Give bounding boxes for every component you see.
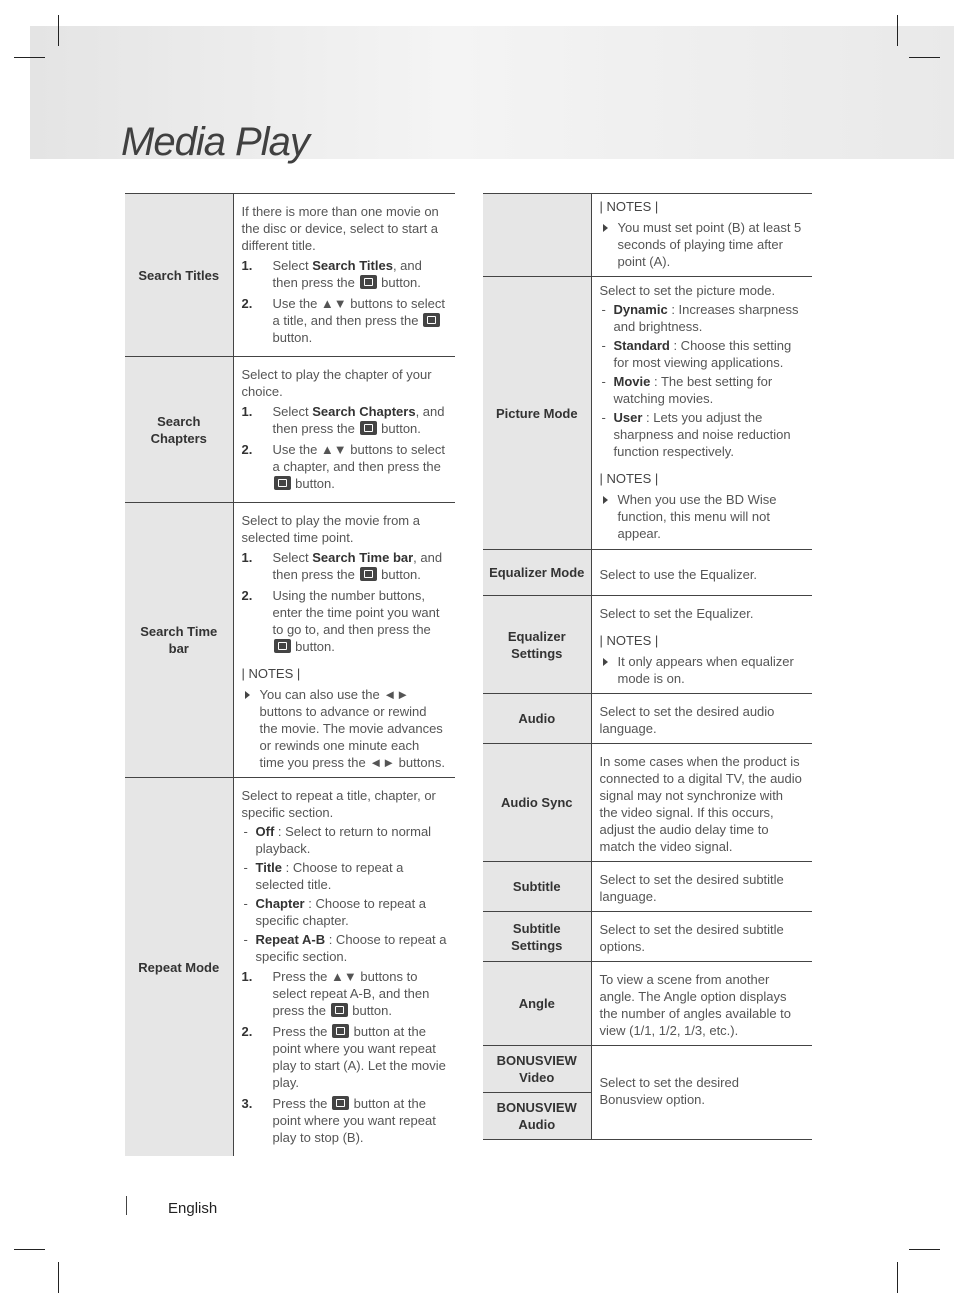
enter-button-icon xyxy=(332,1024,349,1038)
search-titles-steps xyxy=(242,257,448,346)
notes-heading: | NOTES | xyxy=(599,633,659,648)
row-picture-mode xyxy=(483,277,812,550)
enter-button-icon xyxy=(274,476,291,490)
step: 2. Use the ▲▼ buttons to select a chapter, and then press the button. xyxy=(241,442,445,491)
enter-button-icon xyxy=(423,313,440,327)
row-bonusview-video xyxy=(483,1046,812,1093)
option-item: - Chapter : Choose to repeat a specific chapter. xyxy=(242,895,448,929)
desc-search-time-bar xyxy=(233,503,455,778)
repeat-mode-intro: Select to repeat a title, chapter, or specific section. xyxy=(241,788,436,820)
right-settings-table xyxy=(483,193,812,1140)
search-titles-intro: If there is more than one movie on the disc or device, select to start a different title. xyxy=(241,204,439,253)
step: 2. Press the button at the point where you want repeat play to start (A). Let the movie play. xyxy=(241,1024,446,1090)
step: 1. Select Search Time bar, and then press the button. xyxy=(241,550,443,582)
label-equalizer-settings: Equalizer Settings xyxy=(483,596,591,694)
desc-search-chapters xyxy=(233,357,455,503)
enter-button-icon xyxy=(274,639,291,653)
search-time-bar-intro: Select to play the movie from a selected time point. xyxy=(241,513,420,545)
crop-mark xyxy=(14,57,45,58)
notes-list xyxy=(600,653,805,687)
row-equalizer-mode xyxy=(483,550,812,596)
desc-equalizer-settings xyxy=(591,596,812,694)
label-bonusview-video: BONUSVIEW Video xyxy=(483,1046,591,1093)
notes-list xyxy=(242,686,448,771)
option-item: - Standard : Choose this setting for most viewing applications. xyxy=(600,337,805,371)
desc-audio-sync: In some cases when the product is connected to a digital TV, the audio signal may not synchronize with the video signal. If this occurs, adjust the audio delay time to match the video signal. xyxy=(599,754,802,854)
search-chapters-steps xyxy=(242,403,448,492)
enter-button-icon xyxy=(331,1003,348,1017)
crop-mark xyxy=(909,1249,940,1250)
label-bonusview-audio: BONUSVIEW Audio xyxy=(483,1093,591,1140)
step: 1. Select Search Chapters, and then press the button. xyxy=(241,404,445,436)
label-audio: Audio xyxy=(483,694,591,744)
step: 2. Use the ▲▼ buttons to select a title, and then press the button. xyxy=(241,296,445,345)
label-angle: Angle xyxy=(483,962,591,1046)
equalizer-settings-intro: Select to set the Equalizer. xyxy=(599,606,754,621)
row-audio xyxy=(483,694,812,744)
notes-heading: | NOTES | xyxy=(599,199,659,214)
row-subtitle-settings xyxy=(483,912,812,962)
page-title: Media Play xyxy=(121,120,309,164)
label-subtitle: Subtitle xyxy=(483,862,591,912)
desc-bonusview: Select to set the desired Bonusview option. xyxy=(599,1075,739,1107)
label-search-time-bar: Search Time bar xyxy=(125,503,233,778)
repeat-mode-options xyxy=(242,823,448,965)
label-picture-mode: Picture Mode xyxy=(483,277,591,550)
desc-angle: To view a scene from another angle. The Angle option displays the number of angles available to view (1/1, 1/2, 1/3, etc.). xyxy=(599,972,792,1038)
notes-list xyxy=(600,491,805,542)
enter-button-icon xyxy=(360,567,377,581)
note-item: You must set point (B) at least 5 seconds of playing time after point (A). xyxy=(600,219,805,270)
notes-heading: | NOTES | xyxy=(241,666,301,681)
row-angle xyxy=(483,962,812,1046)
label-subtitle-settings: Subtitle Settings xyxy=(483,912,591,962)
step: 3. Press the button at the point where you want repeat play to stop (B). xyxy=(241,1096,436,1145)
repeat-mode-steps xyxy=(242,968,448,1146)
desc-audio: Select to set the desired audio language. xyxy=(599,704,775,736)
crop-mark xyxy=(897,15,898,46)
option-item: - Off : Select to return to normal playback. xyxy=(242,823,448,857)
search-chapters-intro: Select to play the chapter of your choice. xyxy=(241,367,432,399)
enter-button-icon xyxy=(360,275,377,289)
footer-divider xyxy=(126,1196,127,1215)
label-audio-sync: Audio Sync xyxy=(483,744,591,862)
row-audio-sync xyxy=(483,744,812,862)
desc-equalizer-mode: Select to use the Equalizer. xyxy=(599,566,758,582)
enter-button-icon xyxy=(332,1096,349,1110)
row-search-titles xyxy=(125,194,455,357)
note-item: It only appears when equalizer mode is on. xyxy=(600,653,805,687)
notes-heading: | NOTES | xyxy=(599,471,659,486)
label-search-chapters: Search Chapters xyxy=(125,357,233,503)
row-repeat-mode xyxy=(125,778,455,1157)
option-item: - Title : Choose to repeat a selected title. xyxy=(242,859,448,893)
crop-mark xyxy=(58,1262,59,1293)
option-item: - User : Lets you adjust the sharpness and noise reduction function respectively. xyxy=(600,409,805,460)
desc-repeat-notes xyxy=(591,194,812,277)
desc-repeat-mode xyxy=(233,778,455,1157)
row-subtitle xyxy=(483,862,812,912)
crop-mark xyxy=(897,1262,898,1293)
picture-mode-intro: Select to set the picture mode. xyxy=(599,283,776,298)
option-item: - Repeat A-B : Choose to repeat a specific section. xyxy=(242,931,448,965)
step: 1. Press the ▲▼ buttons to select repeat A-B, and then press the button. xyxy=(241,969,430,1018)
left-settings-table xyxy=(125,193,455,1156)
desc-picture-mode xyxy=(591,277,812,550)
notes-list xyxy=(600,219,805,270)
note-item: You can also use the ◄► buttons to advance or rewind the movie. The movie advances or rewinds one minute each time you press the ◄► buttons. xyxy=(242,686,448,771)
row-search-time-bar xyxy=(125,503,455,778)
desc-search-titles xyxy=(233,194,455,357)
row-repeat-notes-continued xyxy=(483,194,812,277)
footer-language: English xyxy=(168,1200,218,1217)
picture-mode-options xyxy=(600,301,805,460)
desc-subtitle-settings: Select to set the desired subtitle options. xyxy=(599,922,784,954)
step: 1. Select Search Titles, and then press the button. xyxy=(241,258,422,290)
label-empty xyxy=(483,194,591,277)
crop-mark xyxy=(58,15,59,46)
label-equalizer-mode: Equalizer Mode xyxy=(483,550,591,596)
row-search-chapters xyxy=(125,357,455,503)
step: 2. Using the number buttons, enter the time point you want to go to, and then press the button. xyxy=(241,588,440,654)
search-time-bar-steps xyxy=(242,549,448,655)
enter-button-icon xyxy=(360,421,377,435)
option-item: - Movie : The best setting for watching movies. xyxy=(600,373,805,407)
crop-mark xyxy=(14,1249,45,1250)
desc-subtitle: Select to set the desired subtitle language. xyxy=(599,872,784,904)
row-equalizer-settings xyxy=(483,596,812,694)
crop-mark xyxy=(909,57,940,58)
label-repeat-mode: Repeat Mode xyxy=(125,778,233,1157)
option-item: - Dynamic : Increases sharpness and brightness. xyxy=(600,301,805,335)
label-search-titles: Search Titles xyxy=(125,194,233,357)
note-item: When you use the BD Wise function, this menu will not appear. xyxy=(600,491,805,542)
